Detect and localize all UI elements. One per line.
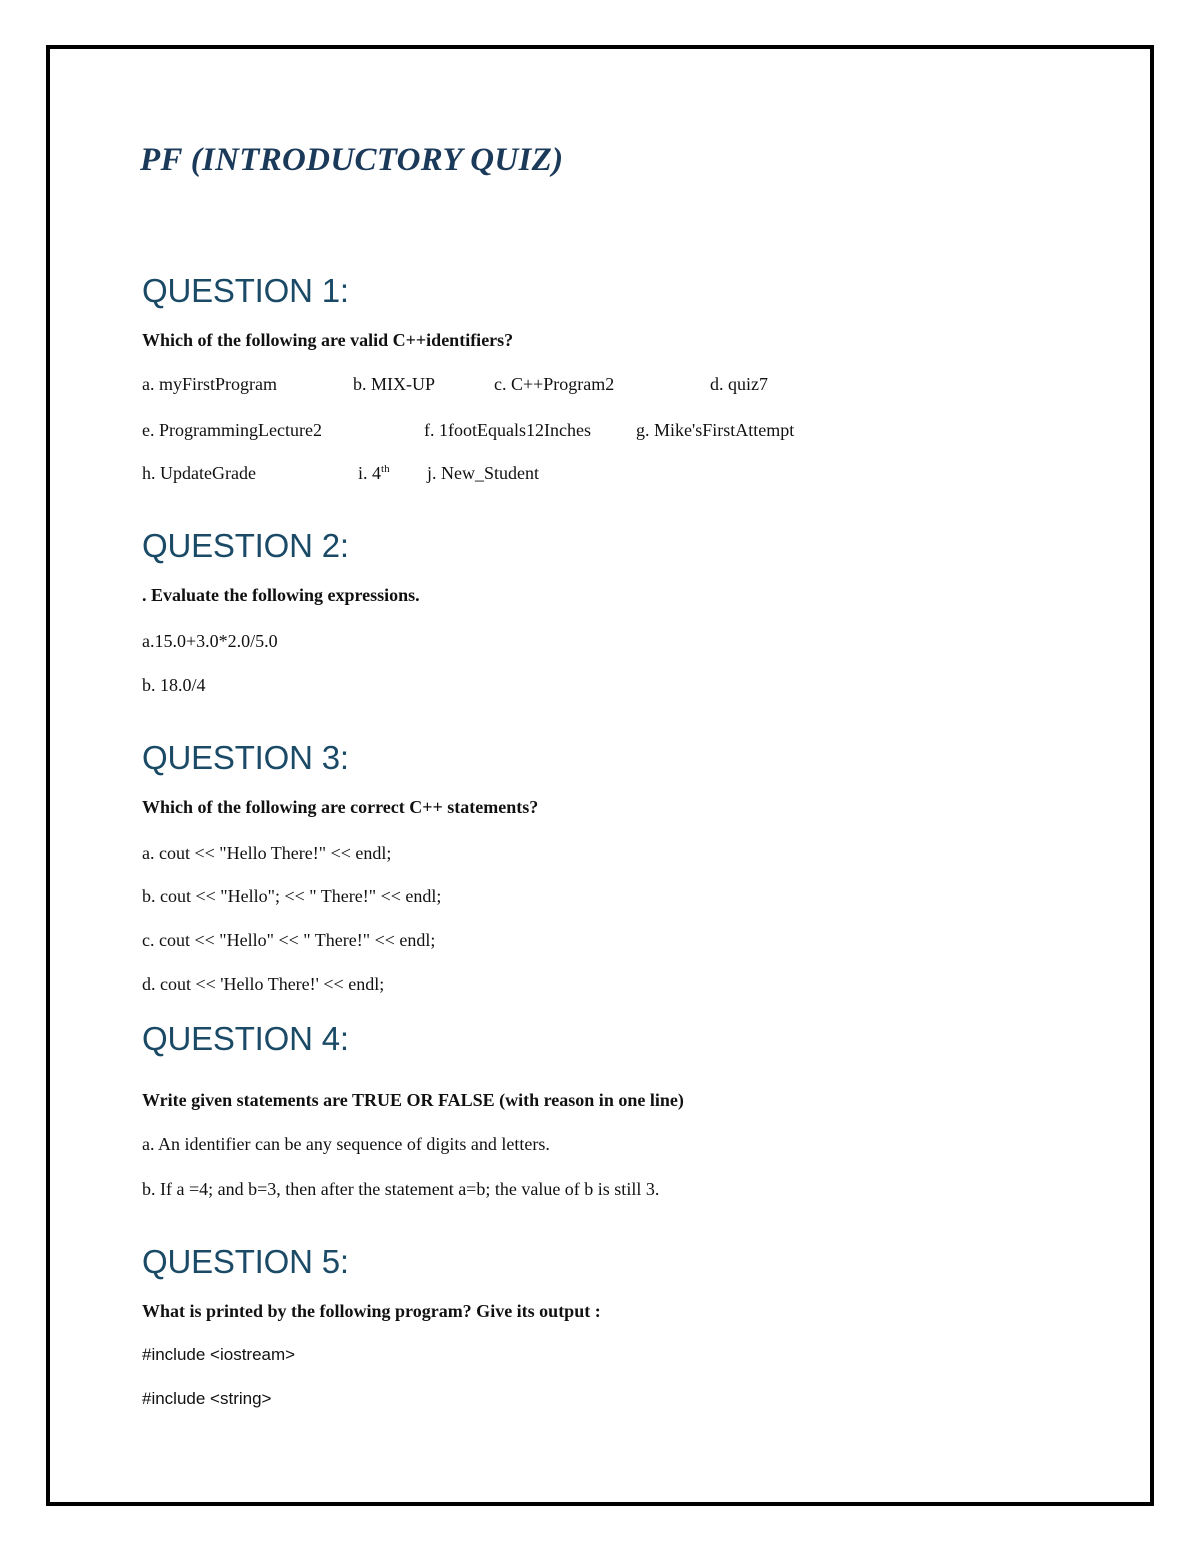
question-5-prompt: What is printed by the following program? Give its output : xyxy=(142,1301,601,1321)
q5-code-line-2: #include <string> xyxy=(142,1389,272,1408)
q1-option-h: h. UpdateGrade xyxy=(142,463,256,483)
q3-option-c: c. cout << "Hello" << " There!" << endl; xyxy=(142,930,436,950)
q4-statement-a: a. An identifier can be any sequence of digits and letters. xyxy=(142,1134,550,1154)
question-1-prompt: Which of the following are valid C++identifiers? xyxy=(142,330,514,350)
q1-option-i-superscript: th xyxy=(381,463,390,475)
q5-code-line-1: #include <iostream> xyxy=(142,1345,296,1364)
q1-option-d: d. quiz7 xyxy=(710,374,768,394)
q2-option-a: a.15.0+3.0*2.0/5.0 xyxy=(142,631,278,651)
q1-option-b: b. MIX-UP xyxy=(353,374,436,394)
question-2-prompt: . Evaluate the following expressions. xyxy=(142,585,420,605)
question-4-heading: QUESTION 4: xyxy=(142,1020,349,1057)
q1-option-j: j. New_Student xyxy=(427,463,539,483)
q1-option-i xyxy=(358,463,390,484)
q3-option-d: d. cout << 'Hello There!' << endl; xyxy=(142,974,385,994)
q3-option-a: a. cout << "Hello There!" << endl; xyxy=(142,843,392,863)
question-3-heading: QUESTION 3: xyxy=(142,739,349,776)
q3-option-b: b. cout << "Hello"; << " There!" << endl; xyxy=(142,886,442,906)
q1-option-c: c. C++Program2 xyxy=(494,374,615,394)
question-5-heading: QUESTION 5: xyxy=(142,1243,349,1280)
q1-option-e: e. ProgrammingLecture2 xyxy=(142,420,322,440)
q1-option-f: f. 1footEquals12Inches xyxy=(424,420,591,440)
q1-option-g: g. Mike'sFirstAttempt xyxy=(636,420,795,440)
q4-statement-b: b. If a =4; and b=3, then after the statement a=b; the value of b is still 3. xyxy=(142,1179,660,1199)
question-1-heading: QUESTION 1: xyxy=(142,272,349,309)
question-2-heading: QUESTION 2: xyxy=(142,527,349,564)
q1-option-a: a. myFirstProgram xyxy=(142,374,277,394)
q1-option-i-text: i. 4 xyxy=(358,463,382,483)
question-4-prompt: Write given statements are TRUE OR FALSE (with reason in one line) xyxy=(142,1090,684,1110)
question-3-prompt: Which of the following are correct C++ statements? xyxy=(142,797,539,817)
document-title: PF (INTRODUCTORY QUIZ) xyxy=(140,142,564,178)
q2-option-b: b. 18.0/4 xyxy=(142,675,206,695)
